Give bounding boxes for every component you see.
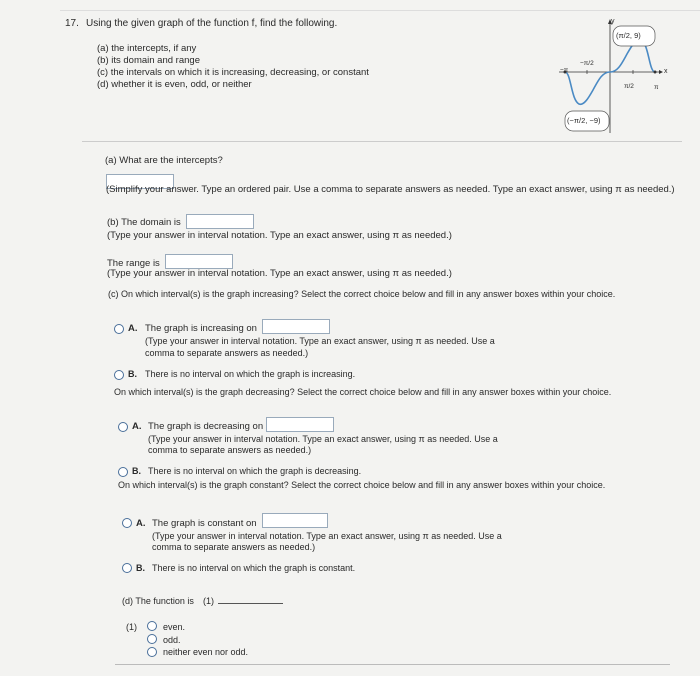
decreasing-option-a-hint1: (Type your answer in interval notation. Type an exact answer, using π as needed. Use a <box>148 434 498 444</box>
increasing-option-a-letter: A. <box>128 323 138 334</box>
part-d-blank[interactable] <box>218 603 283 604</box>
option-even-label: even. <box>163 622 186 632</box>
max-point-label: (π/2, 9) <box>616 31 641 40</box>
part-d-blank-ref: (1) <box>203 596 214 606</box>
range-input[interactable] <box>165 254 233 269</box>
tick-neg-half-pi: −π/2 <box>580 60 594 67</box>
constant-question: On which interval(s) is the graph constant? Select the correct choice below and fill in any answer boxes within your choice. <box>118 480 606 490</box>
decreasing-option-b-text: There is no interval on which the graph is decreasing. <box>148 466 362 476</box>
decreasing-option-b-radio[interactable] <box>118 467 128 477</box>
option-neither-radio[interactable] <box>147 647 157 657</box>
tick-half-pi: π/2 <box>624 83 634 90</box>
option-odd-radio[interactable] <box>147 634 157 644</box>
range-instruction: (Type your answer in interval notation. Type an exact answer, using π as needed.) <box>107 268 452 279</box>
constant-option-a-hint2: comma to separate answers as needed.) <box>152 542 316 552</box>
increasing-question: (c) On which interval(s) is the graph increasing? Select the correct choice below and fill in any answer boxes within your choice. <box>108 289 616 299</box>
domain-instruction: (Type your answer in interval notation. Type an exact answer, using π as needed.) <box>107 230 452 241</box>
question-part-d: (d) whether it is even, odd, or neither <box>97 79 252 90</box>
range-label: The range is <box>107 258 160 269</box>
part-d-label: (d) The function is <box>122 596 194 606</box>
part-a-instruction: (Simplify your answer. Type an ordered pair. Use a comma to separate answers as needed. Type an exact answer, using π as needed.) <box>106 184 675 195</box>
tick-neg-pi: −π <box>560 67 569 74</box>
domain-label: (b) The domain is <box>107 217 181 228</box>
decreasing-input[interactable] <box>266 417 334 432</box>
decreasing-option-a-text: The graph is decreasing on <box>148 421 264 432</box>
increasing-option-a-hint2: comma to separate answers as needed.) <box>145 348 309 358</box>
increasing-option-a-text: The graph is increasing on <box>145 323 257 334</box>
question-part-c: (c) the intervals on which it is increasing, decreasing, or constant <box>97 67 369 78</box>
min-point-label: (−π/2, −9) <box>567 116 601 125</box>
constant-option-a-letter: A. <box>136 518 146 529</box>
constant-option-a-hint1: (Type your answer in interval notation. Type an exact answer, using π as needed. Use a <box>152 531 502 541</box>
increasing-option-b-text: There is no interval on which the graph is increasing. <box>145 369 356 379</box>
top-divider <box>60 10 700 11</box>
decreasing-option-a-letter: A. <box>132 421 142 432</box>
increasing-option-b-radio[interactable] <box>114 370 124 380</box>
increasing-input[interactable] <box>262 319 330 334</box>
question-prompt: Using the given graph of the function f, find the following. <box>86 18 338 29</box>
option-even-radio[interactable] <box>147 621 157 631</box>
question-part-a: (a) the intercepts, if any <box>97 43 197 54</box>
constant-option-b-letter: B. <box>136 563 145 573</box>
x-axis-label: x <box>664 68 668 75</box>
bottom-divider <box>115 664 670 665</box>
decreasing-option-a-hint2: comma to separate answers as needed.) <box>148 445 312 455</box>
constant-option-b-radio[interactable] <box>122 563 132 573</box>
decreasing-option-a-radio[interactable] <box>118 422 128 432</box>
y-axis-label: y <box>611 18 615 25</box>
tick-pi: π <box>654 84 659 91</box>
domain-input[interactable] <box>186 214 254 229</box>
question-number: 17. <box>65 18 79 29</box>
decreasing-question: On which interval(s) is the graph decreasing? Select the correct choice below and fill in any answer boxes within your choice. <box>114 387 612 397</box>
decreasing-option-b-letter: B. <box>132 466 141 476</box>
question-part-b: (b) its domain and range <box>97 55 200 66</box>
constant-option-a-radio[interactable] <box>122 518 132 528</box>
option-odd-label: odd. <box>163 635 181 645</box>
part-d-options-ref: (1) <box>126 622 137 632</box>
constant-option-b-text: There is no interval on which the graph is constant. <box>152 563 356 573</box>
x-axis-arrow-icon <box>659 70 663 74</box>
part-a-question: (a) What are the intercepts? <box>105 155 223 166</box>
constant-option-a-text: The graph is constant on <box>152 518 257 529</box>
option-neither-label: neither even nor odd. <box>163 647 249 657</box>
header-divider <box>82 141 682 142</box>
increasing-option-a-hint1: (Type your answer in interval notation. Type an exact answer, using π as needed. Use a <box>145 336 495 346</box>
constant-input[interactable] <box>262 513 328 528</box>
increasing-option-b-letter: B. <box>128 369 137 379</box>
increasing-option-a-radio[interactable] <box>114 324 124 334</box>
